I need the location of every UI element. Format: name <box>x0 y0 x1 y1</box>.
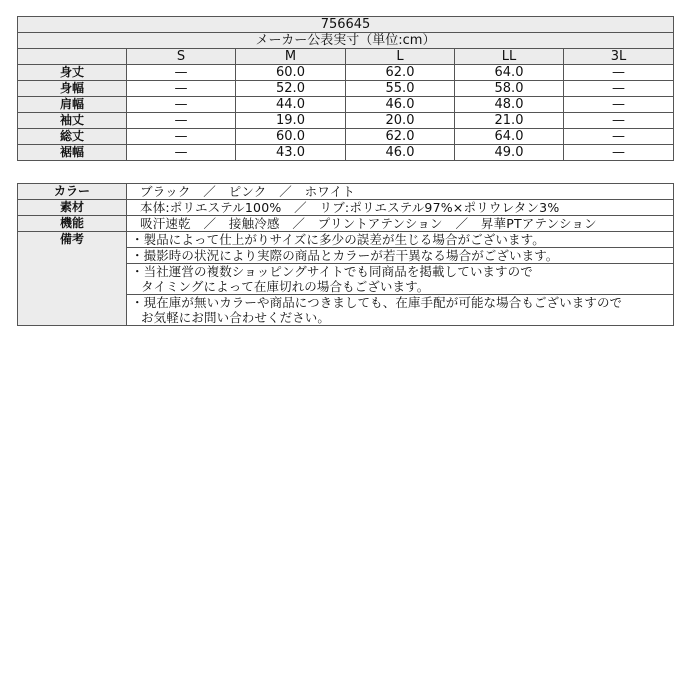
size-table <box>17 16 674 161</box>
function-label: 機能 <box>18 216 127 232</box>
size-header-s: S <box>127 49 236 65</box>
table-cell: 64.0 <box>455 129 564 145</box>
row-label: 袖丈 <box>18 113 127 129</box>
product-code: 756645 <box>18 17 674 33</box>
table-cell: — <box>564 113 674 129</box>
table-row <box>18 129 674 145</box>
color-value: ブラック ／ ピンク ／ ホワイト <box>127 184 674 200</box>
note-text: ・撮影時の状況により実際の商品とカラーが若干異なる場合がございます。 <box>131 248 559 263</box>
table-cell: 44.0 <box>236 97 346 113</box>
table-cell: — <box>564 145 674 161</box>
note-continuation: タイミングによって在庫切れの場合もございます。 <box>141 279 430 294</box>
note-item <box>127 232 674 248</box>
color-label: カラー <box>18 184 127 200</box>
size-header-3l: 3L <box>564 49 674 65</box>
size-caption: メーカー公表実寸（単位:cm） <box>18 33 674 49</box>
table-cell: 46.0 <box>346 97 455 113</box>
spec-row-notes <box>18 232 674 248</box>
table-cell: 48.0 <box>455 97 564 113</box>
row-label: 身丈 <box>18 65 127 81</box>
note-item <box>127 295 674 326</box>
corner-cell <box>18 49 127 65</box>
table-cell: 60.0 <box>236 65 346 81</box>
material-value: 本体:ポリエステル100% ／ リブ:ポリエステル97%×ポリウレタン3% <box>127 200 674 216</box>
table-row <box>18 81 674 97</box>
table-cell: 43.0 <box>236 145 346 161</box>
table-cell: 55.0 <box>346 81 455 97</box>
table-cell: 58.0 <box>455 81 564 97</box>
spec-table <box>17 183 674 326</box>
table-cell: — <box>564 65 674 81</box>
size-header-l: L <box>346 49 455 65</box>
function-value: 吸汗速乾 ／ 接触冷感 ／ プリントアテンション ／ 昇華PTアテンション <box>127 216 674 232</box>
size-header-m: M <box>236 49 346 65</box>
table-cell: 52.0 <box>236 81 346 97</box>
spec-row-function <box>18 216 674 232</box>
table-cell: 21.0 <box>455 113 564 129</box>
table-cell: — <box>127 97 236 113</box>
table-cell: — <box>127 65 236 81</box>
table-cell: — <box>564 81 674 97</box>
row-label: 裾幅 <box>18 145 127 161</box>
table-cell: — <box>127 113 236 129</box>
table-cell: — <box>127 145 236 161</box>
spec-row-color <box>18 184 674 200</box>
table-row <box>18 145 674 161</box>
material-label: 素材 <box>18 200 127 216</box>
table-row <box>18 65 674 81</box>
note-text: ・現在庫が無いカラーや商品につきましても、在庫手配が可能な場合もございますので <box>131 295 623 310</box>
note-item <box>127 264 674 295</box>
table-cell: 62.0 <box>346 65 455 81</box>
size-header-row <box>18 49 674 65</box>
row-label: 身幅 <box>18 81 127 97</box>
size-header-ll: LL <box>455 49 564 65</box>
note-text: ・製品によって仕上がりサイズに多少の誤差が生じる場合がございます。 <box>131 232 545 247</box>
table-cell: 49.0 <box>455 145 564 161</box>
table-cell: — <box>564 129 674 145</box>
table-cell: 60.0 <box>236 129 346 145</box>
note-item <box>127 248 674 264</box>
table-cell: 19.0 <box>236 113 346 129</box>
row-label: 肩幅 <box>18 97 127 113</box>
table-cell: 62.0 <box>346 129 455 145</box>
row-label: 総丈 <box>18 129 127 145</box>
table-cell: — <box>127 81 236 97</box>
table-cell: — <box>127 129 236 145</box>
table-cell: — <box>564 97 674 113</box>
table-cell: 64.0 <box>455 65 564 81</box>
notes-label: 備考 <box>18 232 127 326</box>
note-continuation: お気軽にお問い合わせください。 <box>141 310 331 325</box>
spec-row-material <box>18 200 674 216</box>
table-row <box>18 97 674 113</box>
note-text: ・当社運営の複数ショッピングサイトでも同商品を掲載していますので <box>131 264 533 279</box>
table-cell: 46.0 <box>346 145 455 161</box>
table-row <box>18 113 674 129</box>
table-cell: 20.0 <box>346 113 455 129</box>
